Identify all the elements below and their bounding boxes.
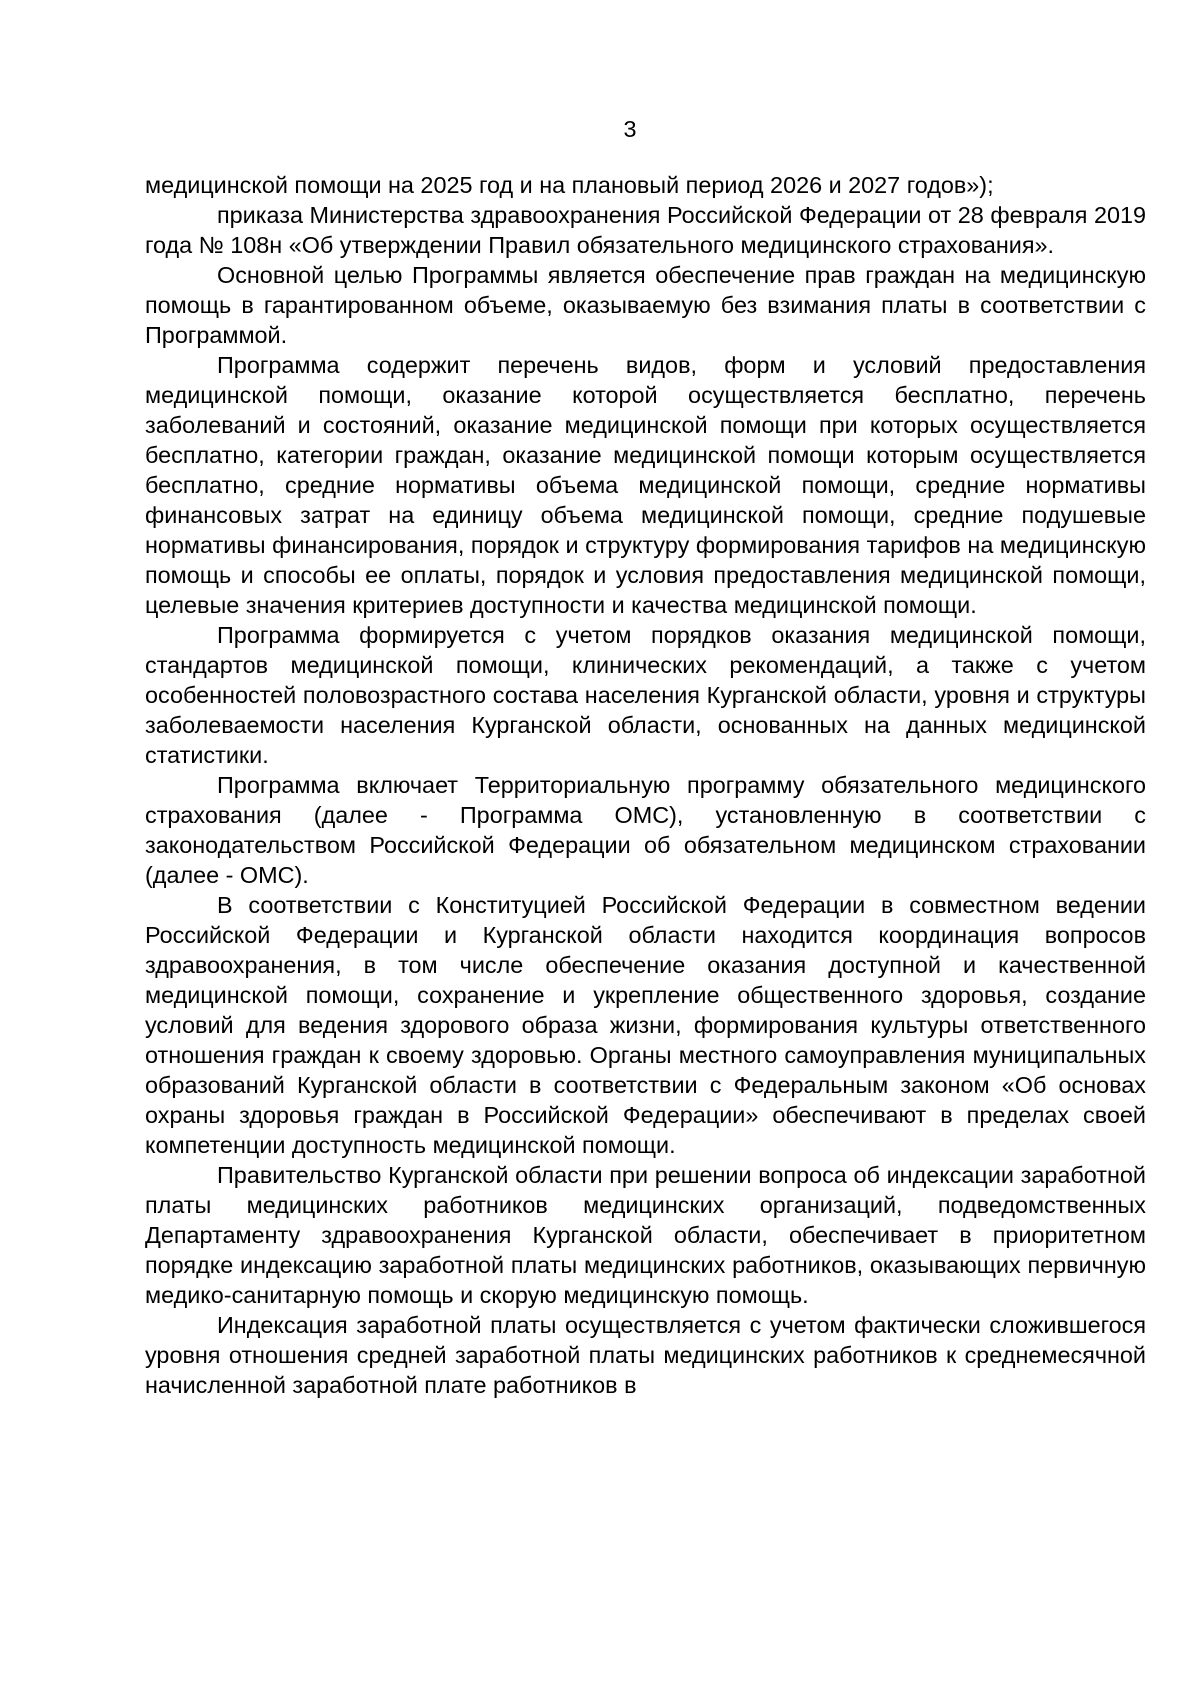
paragraph-program-formation: Программа формируется с учетом порядков оказания медицинской помощи, стандартов медицинской помощи, клинических рекомендаций, а также с учетом особенностей половозрастного состава населения Курганской области, уровня и структуры заболеваемости населения Курганской области, основанных на данных медицинской статистики. bbox=[145, 622, 1146, 768]
paragraph-order-reference: приказа Министерства здравоохранения Российской Федерации от 28 февраля 2019 года № 108н «Об утверждении Правил обязательного медицинского страхования». bbox=[145, 202, 1146, 258]
paragraph-continuation: медицинской помощи на 2025 год и на плановый период 2026 и 2027 годов»); bbox=[145, 172, 994, 198]
page-number: 3 bbox=[623, 116, 637, 142]
paragraph-program-goal: Основной целью Программы является обеспечение прав граждан на медицинскую помощь в гарантированном объеме, оказываемую без взимания платы в соответствии с Программой. bbox=[145, 262, 1146, 348]
paragraph-salary-indexation: Правительство Курганской области при решении вопроса об индексации заработной платы медицинских работников медицинских организаций, подведомственных Департаменту здравоохранения Курганской области, обеспечивает в приоритетном порядке индексацию заработной платы медицинских работников, оказывающих первичную медико-санитарную помощь и скорую медицинскую помощь. bbox=[145, 1162, 1146, 1308]
paragraph-constitution: В соответствии с Конституцией Российской Федерации в совместном ведении Российской Федерации и Курганской области находится координация вопросов здравоохранения, в том числе обеспечение оказания доступной и качественной медицинской помощи, сохранение и укрепление общественного здоровья, создание условий для ведения здорового образа жизни, формирования культуры ответственного отношения граждан к своему здоровью. Органы местного самоуправления муниципальных образований Курганской области в соответствии с Федеральным законом «Об основах охраны здоровья граждан в Российской Федерации» обеспечивают в пределах своей компетенции доступность медицинской помощи. bbox=[145, 892, 1146, 1158]
document-body bbox=[145, 170, 1146, 1400]
paragraph-program-contents: Программа содержит перечень видов, форм и условий предоставления медицинской помощи, оказание которой осуществляется бесплатно, перечень заболеваний и состояний, оказание медицинской помощи при которых осуществляется бесплатно, категории граждан, оказание медицинской помощи которым осуществляется бесплатно, средние нормативы объема медицинской помощи, средние нормативы финансовых затрат на единицу объема медицинской помощи, средние подушевые нормативы финансирования, порядок и структуру формирования тарифов на медицинскую помощь и способы ее оплаты, порядок и условия предоставления медицинской помощи, целевые значения критериев доступности и качества медицинской помощи. bbox=[145, 352, 1146, 618]
paragraph-oms-program: Программа включает Территориальную программу обязательного медицинского страхования (далее - Программа ОМС), установленную в соответствии с законодательством Российской Федерации об обязательном медицинском страховании (далее - ОМС). bbox=[145, 772, 1146, 888]
paragraph-indexation-basis: Индексация заработной платы осуществляется с учетом фактически сложившегося уровня отношения средней заработной платы медицинских работников к среднемесячной начисленной заработной плате работников в bbox=[145, 1312, 1146, 1398]
